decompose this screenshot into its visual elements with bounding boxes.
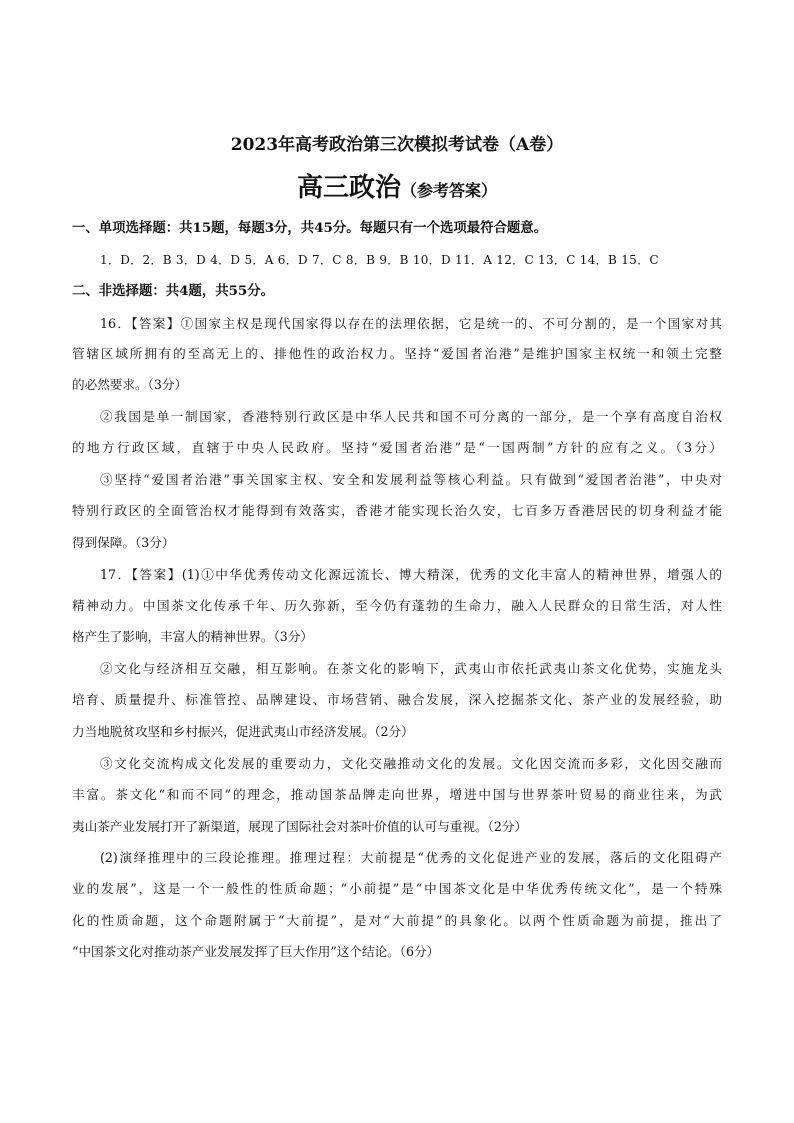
q17-para2-line1: ②文化与经济相互交融，相互影响。在茶文化的影响下，武夷山市依托武夷山茶文化优势，实施龙头 (100, 661, 722, 676)
subject-name: 高三政治 (296, 173, 401, 203)
q17-para1-line2: 精神动力。中国茶文化传承千年、历久弥新，至今仍有蓬勃的生命力，融入人民群众的日常生活，对人性 (72, 598, 722, 613)
q17-para4-line4: “中国茶文化对推动茶产业发展发挥了巨大作用”这个结论。（6分） (72, 944, 440, 959)
section-1-heading: 一、单项选择题：共15题，每题3分，共45分。每题只有一个选项最符合题意。 (72, 220, 548, 236)
q17-para3-line1: ③文化交流构成文化发展的重要动力，文化交融推动文化的发展。文化因交流而多彩，文化因交融而 (100, 756, 722, 771)
q16-para1-line3: 的必然要求。（3分） (72, 377, 188, 392)
exam-title: 2023年高考政治第三次模拟考试卷（A卷） (230, 135, 564, 155)
q17-para2-line3: 力当地脱贫攻坚和乡村振兴，促进武夷山市经济发展。（2分） (72, 724, 414, 739)
q16-para3-line2: 特别行政区的全面管治权才能得到有效落实，香港才能实现长治久安，七百多万香港居民的切身利益才能 (72, 503, 722, 518)
q16-para2-line2: 的地方行政区域，直辖于中央人民政府。坚持“爱国者治港”是“一国两制”方针的应有之义。（3分） (72, 440, 722, 455)
q17-para4-line3: 化的性质命题，这个命题附属于“大前提”，是对“大前提”的具象化。以两个性质命题为前提，推出了 (72, 913, 722, 928)
q17-para4-line1: (2)演绎推理中的三段论推理。推理过程：大前提是“优秀的文化促进产业的发展，落后的文化阻碍产 (100, 850, 722, 865)
q16-para1-line1: 16．【答案】①国家主权是现代国家得以存在的法理依据，它是统一的、不可分割的，是一个国家对其 (100, 316, 722, 331)
q16-para3-line1: ③坚持“爱国者治港”事关国家主权、安全和发展利益等核心利益。只有做到“爱国者治港”，中央对 (100, 472, 722, 487)
q17-para1-line1: 17．【答案】(1)①中华优秀传动文化源远流长、博大精深，优秀的文化丰富人的精神世界，增强人的 (100, 567, 722, 582)
exam-subtitle (0, 172, 794, 207)
q17-para1-line3: 格产生了影响，丰富人的精神世界。（3分） (72, 629, 313, 644)
q17-para4-line2: 业的发展”，这是一个一般性的性质命题；“小前提”是“中国茶文化是中华优秀传统文化”，是一个特殊 (72, 881, 722, 896)
q17-para3-line3: 夷山茶产业发展打开了新渠道，展现了国际社会对茶叶价值的认可与重视。（2分） (72, 819, 528, 834)
multiple-choice-answers: 1．D．2．B 3．D 4．D 5．A 6．D 7．C 8．B 9．B 10．D 11．A 12．C 13．C 14．B 15．C (100, 253, 659, 267)
q17-para2-line2: 培育、质量提升、标准管控、品牌建设、市场营销、融合发展，深入挖掘茶文化、茶产业的发展经验，助 (72, 692, 722, 707)
q16-para2-line1: ②我国是单一制国家，香港特别行政区是中华人民共和国不可分离的一部分，是一个享有高度自治权 (100, 409, 722, 424)
section-2-heading: 二、非选择题：共4题，共55分。 (72, 283, 275, 299)
answer-key-note: （参考答案） (401, 181, 498, 200)
q17-para3-line2: 丰富。茶文化“和而不同”的理念，推动国茶品牌走向世界，增进中国与世界茶叶贸易的商业往来，为武 (72, 787, 722, 802)
q16-para1-line2: 管辖区域所拥有的至高无上的、排他性的政治权力。坚持“爱国者治港”是维护国家主权统一和领土完整 (72, 346, 722, 361)
q16-para3-line3: 得到保障。（3分） (72, 535, 175, 550)
